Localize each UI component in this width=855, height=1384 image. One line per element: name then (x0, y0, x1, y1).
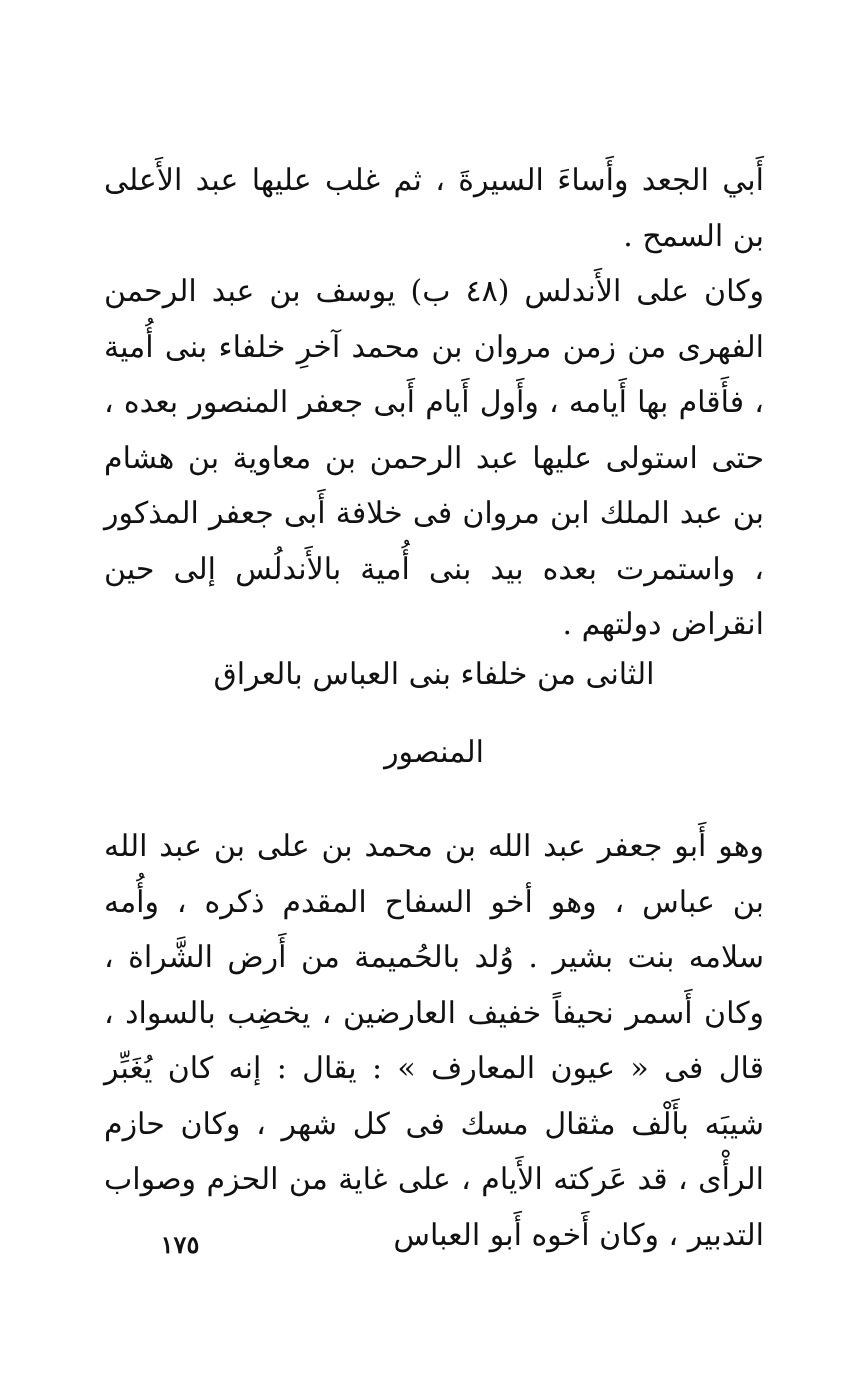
section-title: الثانى من خلفاء بنى العباس بالعراق (213, 657, 655, 692)
caliph-name-heading: المنصور (384, 735, 484, 770)
paragraph-block-3 (104, 819, 764, 1263)
paragraph-1: أَبي الجعد وأَساءَ السيرةَ ، ثم غلب عليها عبد الأَعلى بن السمح . (104, 163, 764, 254)
paragraph-block-1 (104, 153, 764, 264)
paragraph-3: وهو أَبو جعفر عبد الله بن محمد بن على بن عبد الله بن عباس ، وهو أخو السفاح المقدم ذكره ، وأُمه سلامه بنت بشير . وُلد بالحُميمة من أَرض الشَّراة ، وكان أَسمر نحيفاً خفيف العارضين ، يخضِب بالسواد ، قال فى « عيون المعارف » : يقال : إنه كان يُغَبِّر شيبَه بأَلْف مثقال مسك فى كل شهر ، وكان حازم الرأْى ، قد عَركته الأَيام ، على غاية من الحزم وصواب التدبير ، وكان أَخوه أَبو العباس (104, 829, 764, 1253)
paragraph-2: وكان على الأَندلس (٤٨ ب) يوسف بن عبد الرحمن الفهرى من زمن مروان بن محمد آخرِ خلفاء بنى أُمية ، فأَقام بها أَيامه ، وأَول أَيام أَبى جعفر المنصور بعده ، حتى استولى عليها عبد الرحمن بن معاوية بن هشام بن عبد الملك ابن مروان فى خلافة أَبى جعفر المذكور ، واستمرت بعده بيد بنى أُمية بالأَندلُس إلى حين انقراض دولتهم . (104, 274, 764, 642)
paragraph-block-2 (104, 264, 764, 653)
page-number: ١٧٥ (160, 1230, 200, 1259)
